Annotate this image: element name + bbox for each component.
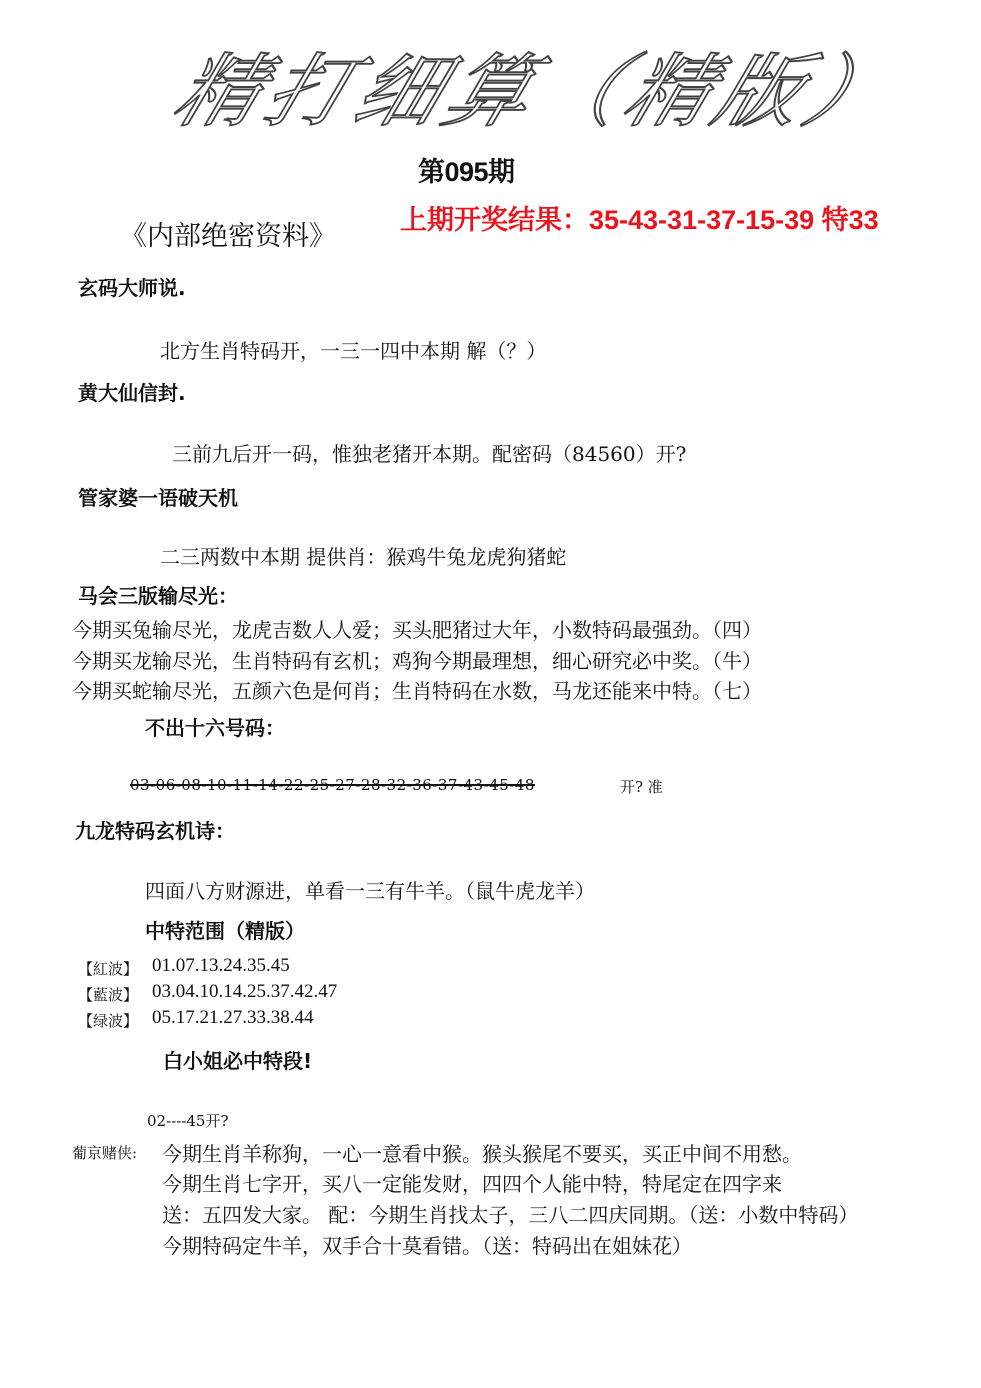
macau-line: 送：五四发大家。 配：今期生肖找太子，三八二四庆同期。（送：小数中特码） [162, 1203, 859, 1227]
jiulong-text: 四面八方财源进，单看一三有牛羊。（鼠牛虎龙羊） [145, 879, 595, 903]
section-title-jiulong: 九龙特码玄机诗： [75, 819, 235, 843]
huang-text: 三前九后开一码，惟独老猪开本期。配密码（84560）开? [172, 442, 687, 466]
mahui-line: 今期买龙输尽光，生肖特码有玄机；鸡狗今期最理想，细心研究必中奖。（牛） [72, 649, 762, 673]
section-title-master: 玄码大师说. [78, 276, 186, 300]
excluded-suffix: 开? 准 [620, 778, 663, 796]
section-title-sixteen: 不出十六号码： [145, 716, 285, 740]
excluded-numbers: 03-06-08-10-11-14-22-25-27-28-32-36-37-43-45-48 [130, 776, 535, 794]
issue-number: 第095期 [418, 157, 515, 187]
section-title-huang: 黄大仙信封. [78, 381, 186, 405]
mahui-line: 今期买蛇输尽光，五颜六色是何肖；生肖特码在水数，马龙还能来中特。（七） [72, 679, 762, 703]
banner-title-image [162, 25, 914, 139]
blue-wave-label: 【藍波】 [78, 986, 139, 1004]
macau-line: 今期生肖七字开，买八一定能发财，四四个人能中特，特尾定在四字来 [162, 1172, 782, 1196]
banner-title: 精打细算（精版） [162, 45, 914, 139]
section-title-mahui: 马会三版输尽光： [78, 584, 238, 608]
macau-line: 今期生肖羊称狗，一心一意看中猴。猴头猴尾不要买，买正中间不用愁。 [162, 1142, 802, 1166]
macau-line: 今期特码定牛羊，双手合十莫看错。（送：特码出在姐妹花） [162, 1234, 692, 1258]
section-title-range: 中特范围（精版） [145, 919, 305, 943]
last-result: 上期开奖结果：35-43-31-37-15-39 特33 [400, 205, 879, 235]
master-text: 北方生肖特码开，一三一四中本期 解（？） [160, 339, 547, 363]
red-wave-numbers: 01.07.13.24.35.45 [152, 955, 290, 976]
green-wave-numbers: 05.17.21.27.33.38.44 [152, 1007, 314, 1028]
red-wave-label: 【紅波】 [78, 960, 139, 978]
green-wave-label: 【绿波】 [78, 1012, 139, 1030]
macau-label: 葡京赌侠: [72, 1144, 138, 1162]
section-title-miss-bai: 白小姐必中特段! [163, 1049, 313, 1073]
section-title-butler: 管家婆一语破天机 [78, 486, 238, 510]
mahui-line: 今期买兔输尽光，龙虎吉数人人爱；买头肥猪过大年，小数特码最强劲。（四） [72, 618, 762, 642]
miss-bai-text: 02----45开? [147, 1112, 229, 1130]
blue-wave-numbers: 03.04.10.14.25.37.42.47 [152, 981, 338, 1002]
subtitle: 《内部绝密资料》 [120, 221, 336, 252]
butler-text: 二三两数中本期 提供肖：猴鸡牛兔龙虎狗猪蛇 [160, 545, 567, 569]
